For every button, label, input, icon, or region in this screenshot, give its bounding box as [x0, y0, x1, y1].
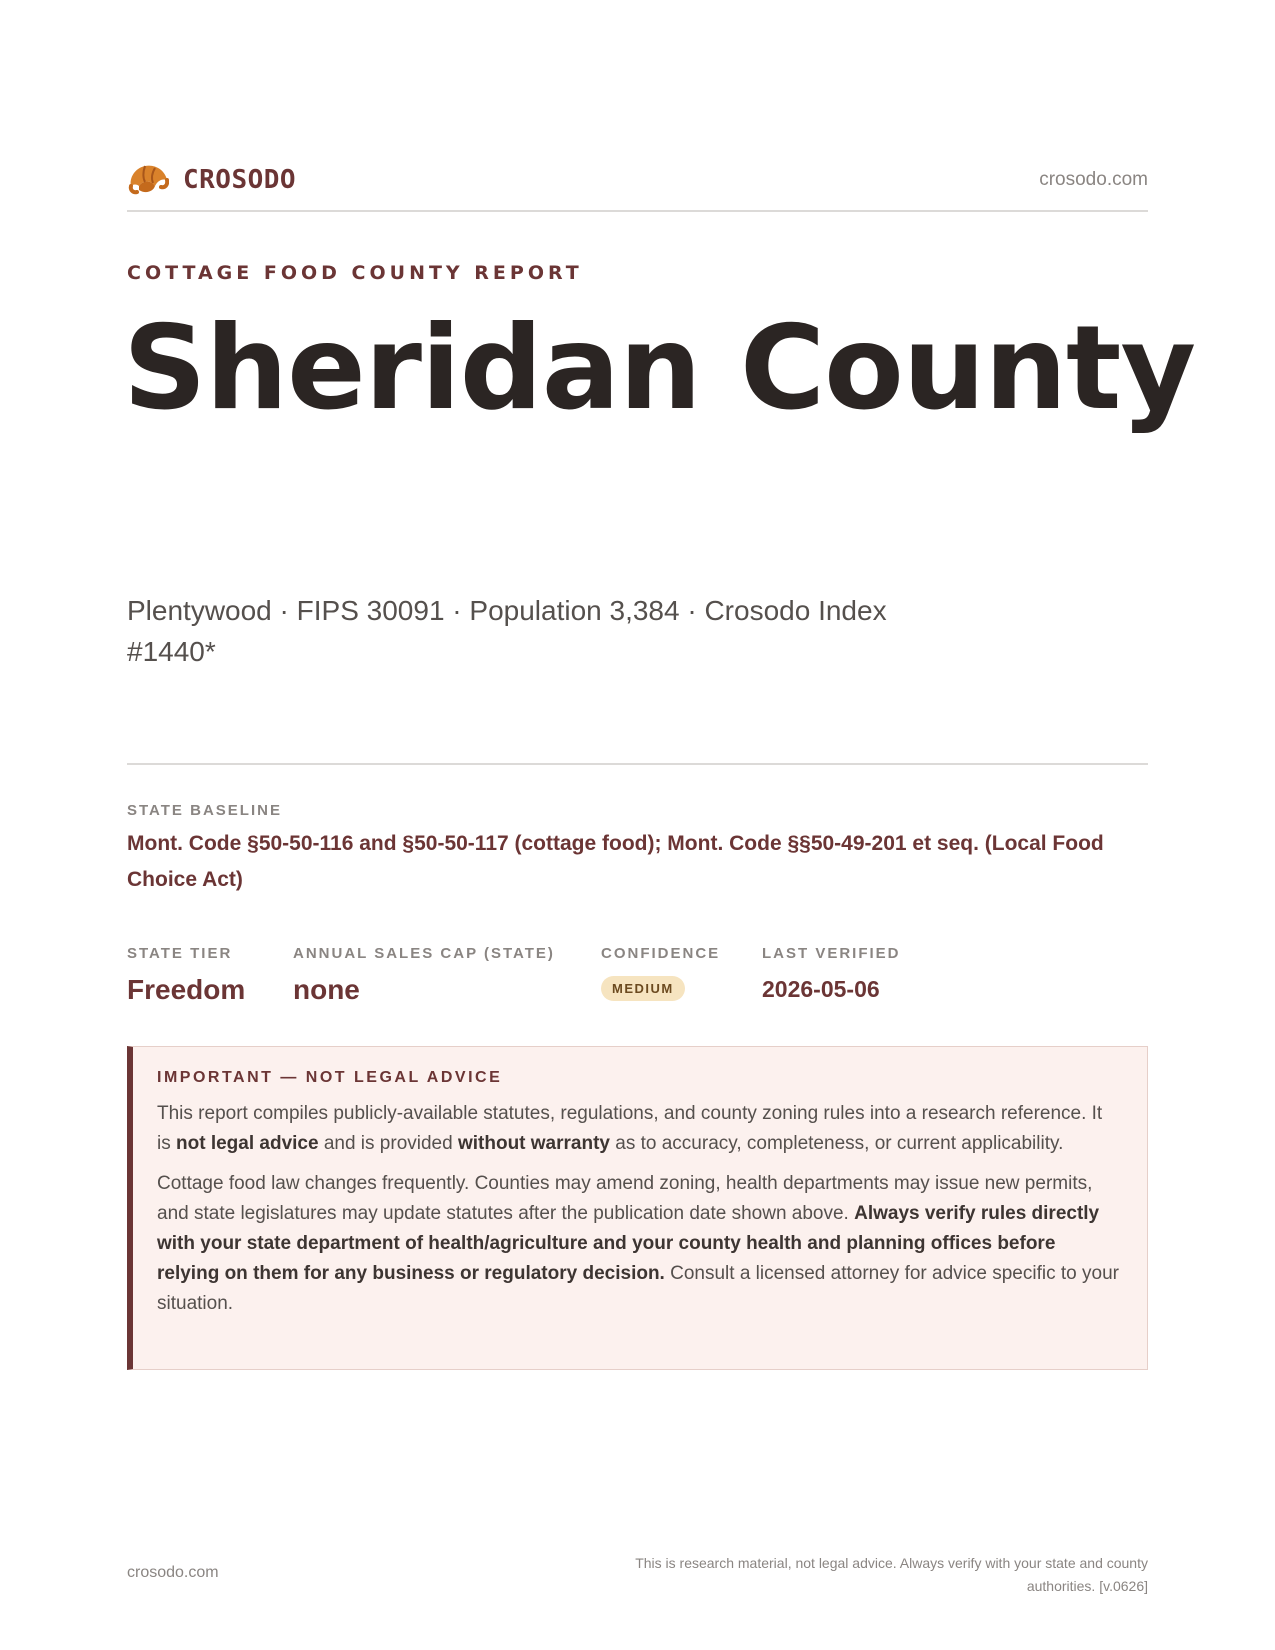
footer-disclaimer: This is research material, not legal advice. Always verify with your state and county authorities. [v.0626] — [635, 1555, 1148, 1594]
notice-paragraph — [157, 1099, 1121, 1159]
notice-text: as to accuracy, completeness, or current applicability. — [609, 1133, 1064, 1154]
county-subtitle: Plentywood · FIPS 30091 · Population 3,384 · Crosodo Index #1440* — [127, 595, 887, 667]
stats-row — [127, 945, 1148, 1015]
notice-paragraph — [157, 1169, 1121, 1319]
report-page — [123, 0, 1196, 1650]
status-badge: MEDIUM — [601, 976, 685, 1001]
notice-emphasis: not legal advice — [176, 1133, 319, 1154]
croissant-icon — [127, 160, 169, 200]
site-link[interactable]: crosodo.com — [1039, 169, 1148, 190]
stat-label: LAST VERIFIED — [762, 945, 901, 962]
state-baseline-text: Mont. Code §50-50-116 and §50-50-117 (cottage food); Mont. Code §§50-49-201 et seq. (Local Food Choice Act) — [127, 832, 1104, 891]
brand-name: CROSODO — [183, 165, 297, 195]
page-header — [127, 155, 1148, 205]
stat-sales-cap — [293, 945, 555, 1006]
footer-link[interactable]: crosodo.com — [127, 1564, 219, 1581]
brand[interactable] — [127, 160, 296, 200]
stat-label: ANNUAL SALES CAP (STATE) — [293, 945, 555, 962]
legal-notice — [127, 1046, 1148, 1370]
header-divider — [127, 210, 1148, 212]
stat-state-tier — [127, 945, 245, 1006]
state-baseline-label: STATE BASELINE — [127, 802, 282, 819]
notice-text: and is provided — [318, 1133, 458, 1154]
report-eyebrow: COTTAGE FOOD COUNTY REPORT — [127, 262, 583, 284]
section-divider — [127, 763, 1148, 765]
notice-text: Consult a licensed attorney for advice specific to your situation. — [157, 1263, 1119, 1314]
stat-value: Freedom — [127, 974, 246, 1005]
page-title: Sheridan County — [123, 301, 1196, 436]
notice-emphasis: Always verify rules directly with your state department of health/agriculture and your county health and planning offices before relying on them for any business or regulatory decision. — [157, 1203, 1100, 1284]
stat-value: 2026-05-06 — [762, 976, 880, 1002]
stat-label: CONFIDENCE — [601, 945, 721, 962]
stat-value: none — [293, 974, 360, 1005]
stat-label: STATE TIER — [127, 945, 233, 962]
stat-confidence — [601, 945, 720, 1001]
notice-emphasis: without warranty — [457, 1133, 610, 1154]
notice-text: Cottage food law changes frequently. Counties may amend zoning, health departments may issue new permits, and state legislatures may update statutes after the publication date shown above. — [157, 1173, 1093, 1224]
stat-last-verified — [762, 945, 901, 1003]
notice-title: IMPORTANT — NOT LEGAL ADVICE — [157, 1069, 503, 1086]
notice-text: This report compiles publicly-available statutes, regulations, and county zoning rules into a research reference. It is — [157, 1103, 1103, 1154]
